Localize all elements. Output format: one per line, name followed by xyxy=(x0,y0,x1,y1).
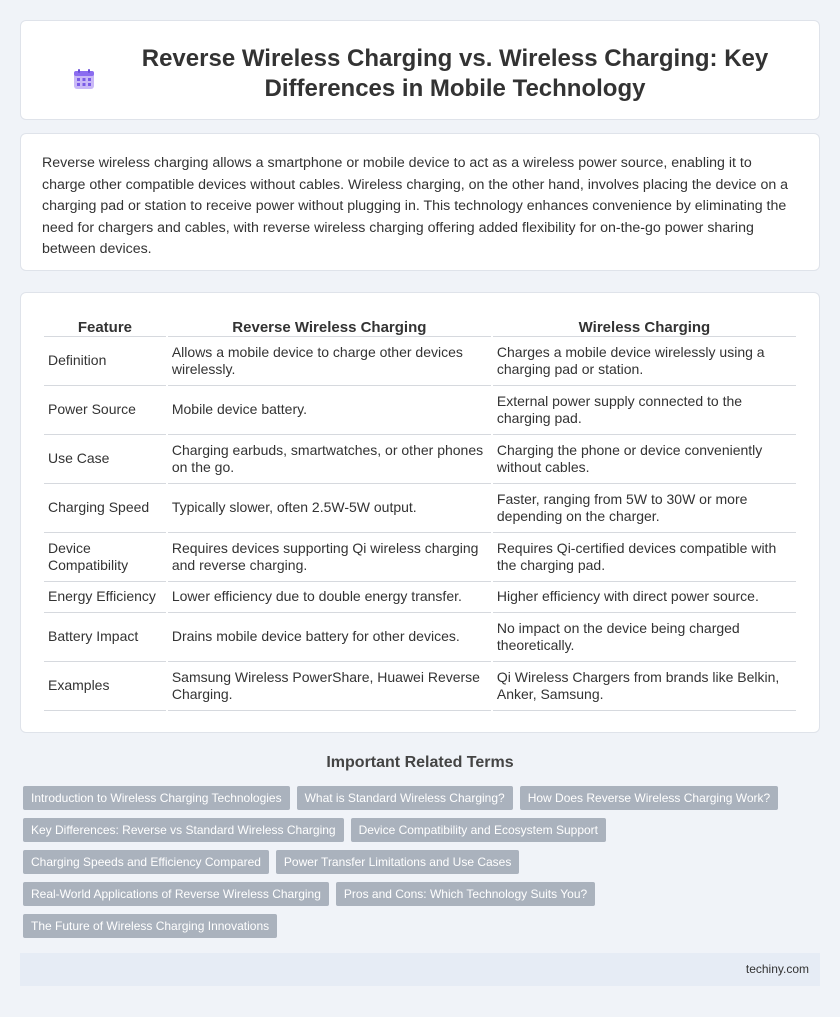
reverse-cell: Samsung Wireless PowerShare, Huawei Reverse Charging. xyxy=(168,662,491,711)
reverse-cell: Requires devices supporting Qi wireless charging and reverse charging. xyxy=(168,533,491,582)
related-terms-heading: Important Related Terms xyxy=(326,754,514,771)
wireless-cell: Charging the phone or device conveniently without cables. xyxy=(493,435,796,484)
feature-cell: Energy Efficiency xyxy=(44,582,166,613)
related-term-tag[interactable]: Key Differences: Reverse vs Standard Wireless Charging xyxy=(23,818,344,842)
reverse-cell: Mobile device battery. xyxy=(168,386,491,435)
related-term-tag[interactable]: How Does Reverse Wireless Charging Work? xyxy=(520,786,779,810)
calendar-icon xyxy=(73,68,95,90)
related-term-tag[interactable]: Pros and Cons: Which Technology Suits You? xyxy=(336,882,595,906)
feature-cell: Definition xyxy=(44,337,166,386)
comparison-card xyxy=(20,292,820,733)
feature-cell: Power Source xyxy=(44,386,166,435)
page-title: Reverse Wireless Charging vs. Wireless Charging: Key Differences in Mobile Technology xyxy=(141,45,769,102)
reverse-cell: Typically slower, often 2.5W-5W output. xyxy=(168,484,491,533)
footer-site-link[interactable]: techiny.com xyxy=(745,962,809,976)
related-term-tag[interactable]: What is Standard Wireless Charging? xyxy=(297,786,513,810)
wireless-cell: Requires Qi-certified devices compatible with the charging pad. xyxy=(493,533,796,582)
table-row xyxy=(44,386,796,435)
reverse-cell: Charging earbuds, smartwatches, or other phones on the go. xyxy=(168,435,491,484)
reverse-cell: Drains mobile device battery for other devices. xyxy=(168,613,491,662)
related-term-tag[interactable]: The Future of Wireless Charging Innovations xyxy=(23,914,277,938)
table-header-row xyxy=(44,315,796,337)
table-row xyxy=(44,582,796,613)
footer xyxy=(20,953,820,986)
wireless-cell: External power supply connected to the charging pad. xyxy=(493,386,796,435)
header-feature: Feature xyxy=(44,315,166,337)
comparison-table xyxy=(42,315,798,711)
feature-cell: Battery Impact xyxy=(44,613,166,662)
table-row xyxy=(44,662,796,711)
wireless-cell: Faster, ranging from 5W to 30W or more depending on the charger. xyxy=(493,484,796,533)
intro-card xyxy=(20,133,820,271)
wireless-cell: Higher efficiency with direct power source. xyxy=(493,582,796,613)
table-row xyxy=(44,533,796,582)
reverse-cell: Allows a mobile device to charge other devices wirelessly. xyxy=(168,337,491,386)
table-row xyxy=(44,435,796,484)
related-terms-list xyxy=(23,786,823,946)
related-term-tag[interactable]: Device Compatibility and Ecosystem Support xyxy=(351,818,606,842)
header-reverse: Reverse Wireless Charging xyxy=(168,315,491,337)
feature-cell: Device Compatibility xyxy=(44,533,166,582)
feature-cell: Charging Speed xyxy=(44,484,166,533)
wireless-cell: Qi Wireless Chargers from brands like Belkin, Anker, Samsung. xyxy=(493,662,796,711)
wireless-cell: No impact on the device being charged theoretically. xyxy=(493,613,796,662)
intro-paragraph: Reverse wireless charging allows a smartphone or mobile device to act as a wireless power source, enabling it to charge other compatible devices without cables. Wireless charging, on the other hand, involves placing the device on a charging pad or station to receive power without plugging in. This technology enhances convenience by eliminating the need for chargers and cables, with reverse wireless charging offering added flexibility for on-the-go power sharing between devices. xyxy=(42,155,789,258)
related-term-tag[interactable]: Power Transfer Limitations and Use Cases xyxy=(276,850,519,874)
related-term-tag[interactable]: Charging Speeds and Efficiency Compared xyxy=(23,850,269,874)
reverse-cell: Lower efficiency due to double energy transfer. xyxy=(168,582,491,613)
table-row xyxy=(44,337,796,386)
related-term-tag[interactable]: Introduction to Wireless Charging Technologies xyxy=(23,786,290,810)
table-row xyxy=(44,613,796,662)
table-row xyxy=(44,484,796,533)
wireless-cell: Charges a mobile device wirelessly using a charging pad or station. xyxy=(493,337,796,386)
header-card xyxy=(20,20,820,120)
feature-cell: Examples xyxy=(44,662,166,711)
header-wireless: Wireless Charging xyxy=(493,315,796,337)
related-term-tag[interactable]: Real-World Applications of Reverse Wireless Charging xyxy=(23,882,329,906)
feature-cell: Use Case xyxy=(44,435,166,484)
